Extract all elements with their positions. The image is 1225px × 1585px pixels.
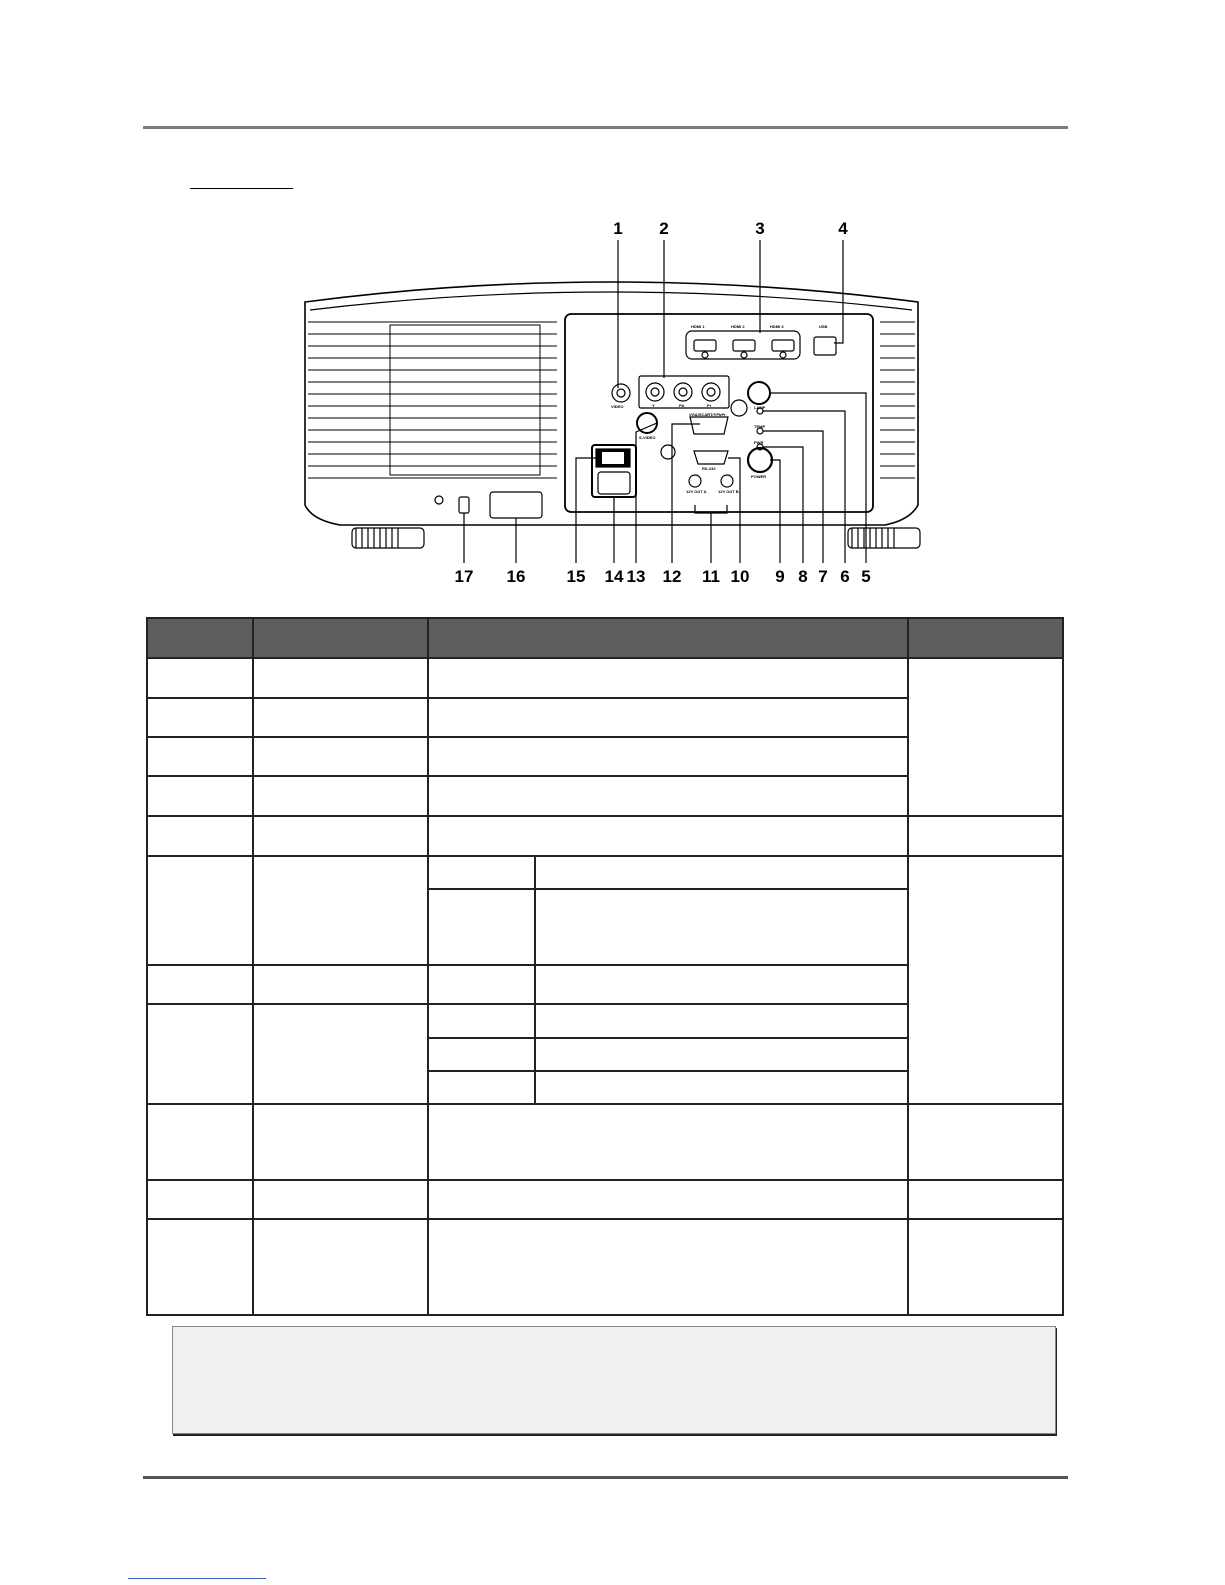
label-pb: Pb bbox=[679, 403, 685, 408]
callout-15: 15 bbox=[566, 567, 586, 586]
callout-10: 10 bbox=[730, 567, 750, 586]
label-power: POWER bbox=[751, 474, 767, 479]
callout-13: 13 bbox=[626, 567, 646, 586]
callout-14: 14 bbox=[604, 567, 624, 586]
rear-panel-parts-table bbox=[146, 617, 1064, 1316]
row-divider bbox=[148, 657, 1062, 659]
note-box bbox=[172, 1326, 1056, 1434]
callout-17: 17 bbox=[454, 567, 474, 586]
row-divider bbox=[148, 855, 1062, 857]
label-rs232: RS-232 bbox=[702, 466, 716, 471]
label-vga: VGA/SCART/YPbPr bbox=[689, 412, 726, 417]
column-divider bbox=[907, 619, 909, 1314]
label-usb: USB bbox=[819, 324, 828, 329]
row-divider bbox=[148, 815, 1062, 817]
projector-rear-illustration bbox=[0, 0, 1225, 610]
label-pwr: PWR bbox=[754, 440, 764, 445]
label-lamp: LAMP bbox=[754, 405, 766, 410]
row-divider bbox=[148, 964, 908, 966]
callout-4: 4 bbox=[838, 219, 848, 238]
label-12v-out-b: 12V OUT B bbox=[718, 489, 739, 494]
label-12v-out-a: 12V OUT A bbox=[686, 489, 707, 494]
column-divider bbox=[427, 619, 429, 1314]
label-video: VIDEO bbox=[611, 404, 624, 409]
callout-3: 3 bbox=[755, 219, 765, 238]
callout-6: 6 bbox=[840, 567, 850, 586]
row-divider bbox=[148, 697, 908, 699]
sub-row-divider bbox=[428, 888, 908, 890]
callout-9: 9 bbox=[775, 567, 785, 586]
callout-8: 8 bbox=[798, 567, 808, 586]
label-hdmi2: HDMI 2 bbox=[731, 324, 745, 329]
row-divider bbox=[148, 775, 908, 777]
label-y: Y bbox=[652, 403, 655, 408]
row-divider bbox=[148, 736, 908, 738]
callout-12: 12 bbox=[662, 567, 682, 586]
label-hdmi1: HDMI 1 bbox=[691, 324, 705, 329]
callout-7: 7 bbox=[818, 567, 828, 586]
label-svideo: S-VIDEO bbox=[639, 435, 656, 440]
row-divider bbox=[148, 1218, 1062, 1220]
label-temp: TEMP bbox=[754, 424, 766, 429]
projector-rear-diagram bbox=[0, 0, 1225, 610]
sub-row-divider bbox=[428, 1037, 908, 1039]
sub-row-divider bbox=[428, 1070, 908, 1072]
callout-16: 16 bbox=[506, 567, 526, 586]
callout-1: 1 bbox=[613, 219, 623, 238]
callout-11: 11 bbox=[702, 567, 720, 586]
footer-link-underline bbox=[128, 1578, 266, 1579]
row-divider bbox=[148, 1103, 1062, 1105]
callout-2: 2 bbox=[659, 219, 669, 238]
label-pr: Pr bbox=[707, 403, 712, 408]
footer-rule bbox=[143, 1476, 1068, 1479]
callout-5: 5 bbox=[861, 567, 871, 586]
table-header-row bbox=[148, 619, 1062, 659]
label-hdmi3: HDMI 3 bbox=[770, 324, 784, 329]
sub-column-divider bbox=[534, 856, 536, 1105]
row-divider bbox=[148, 1003, 908, 1005]
row-divider bbox=[148, 1179, 1062, 1181]
column-divider bbox=[252, 619, 254, 1314]
